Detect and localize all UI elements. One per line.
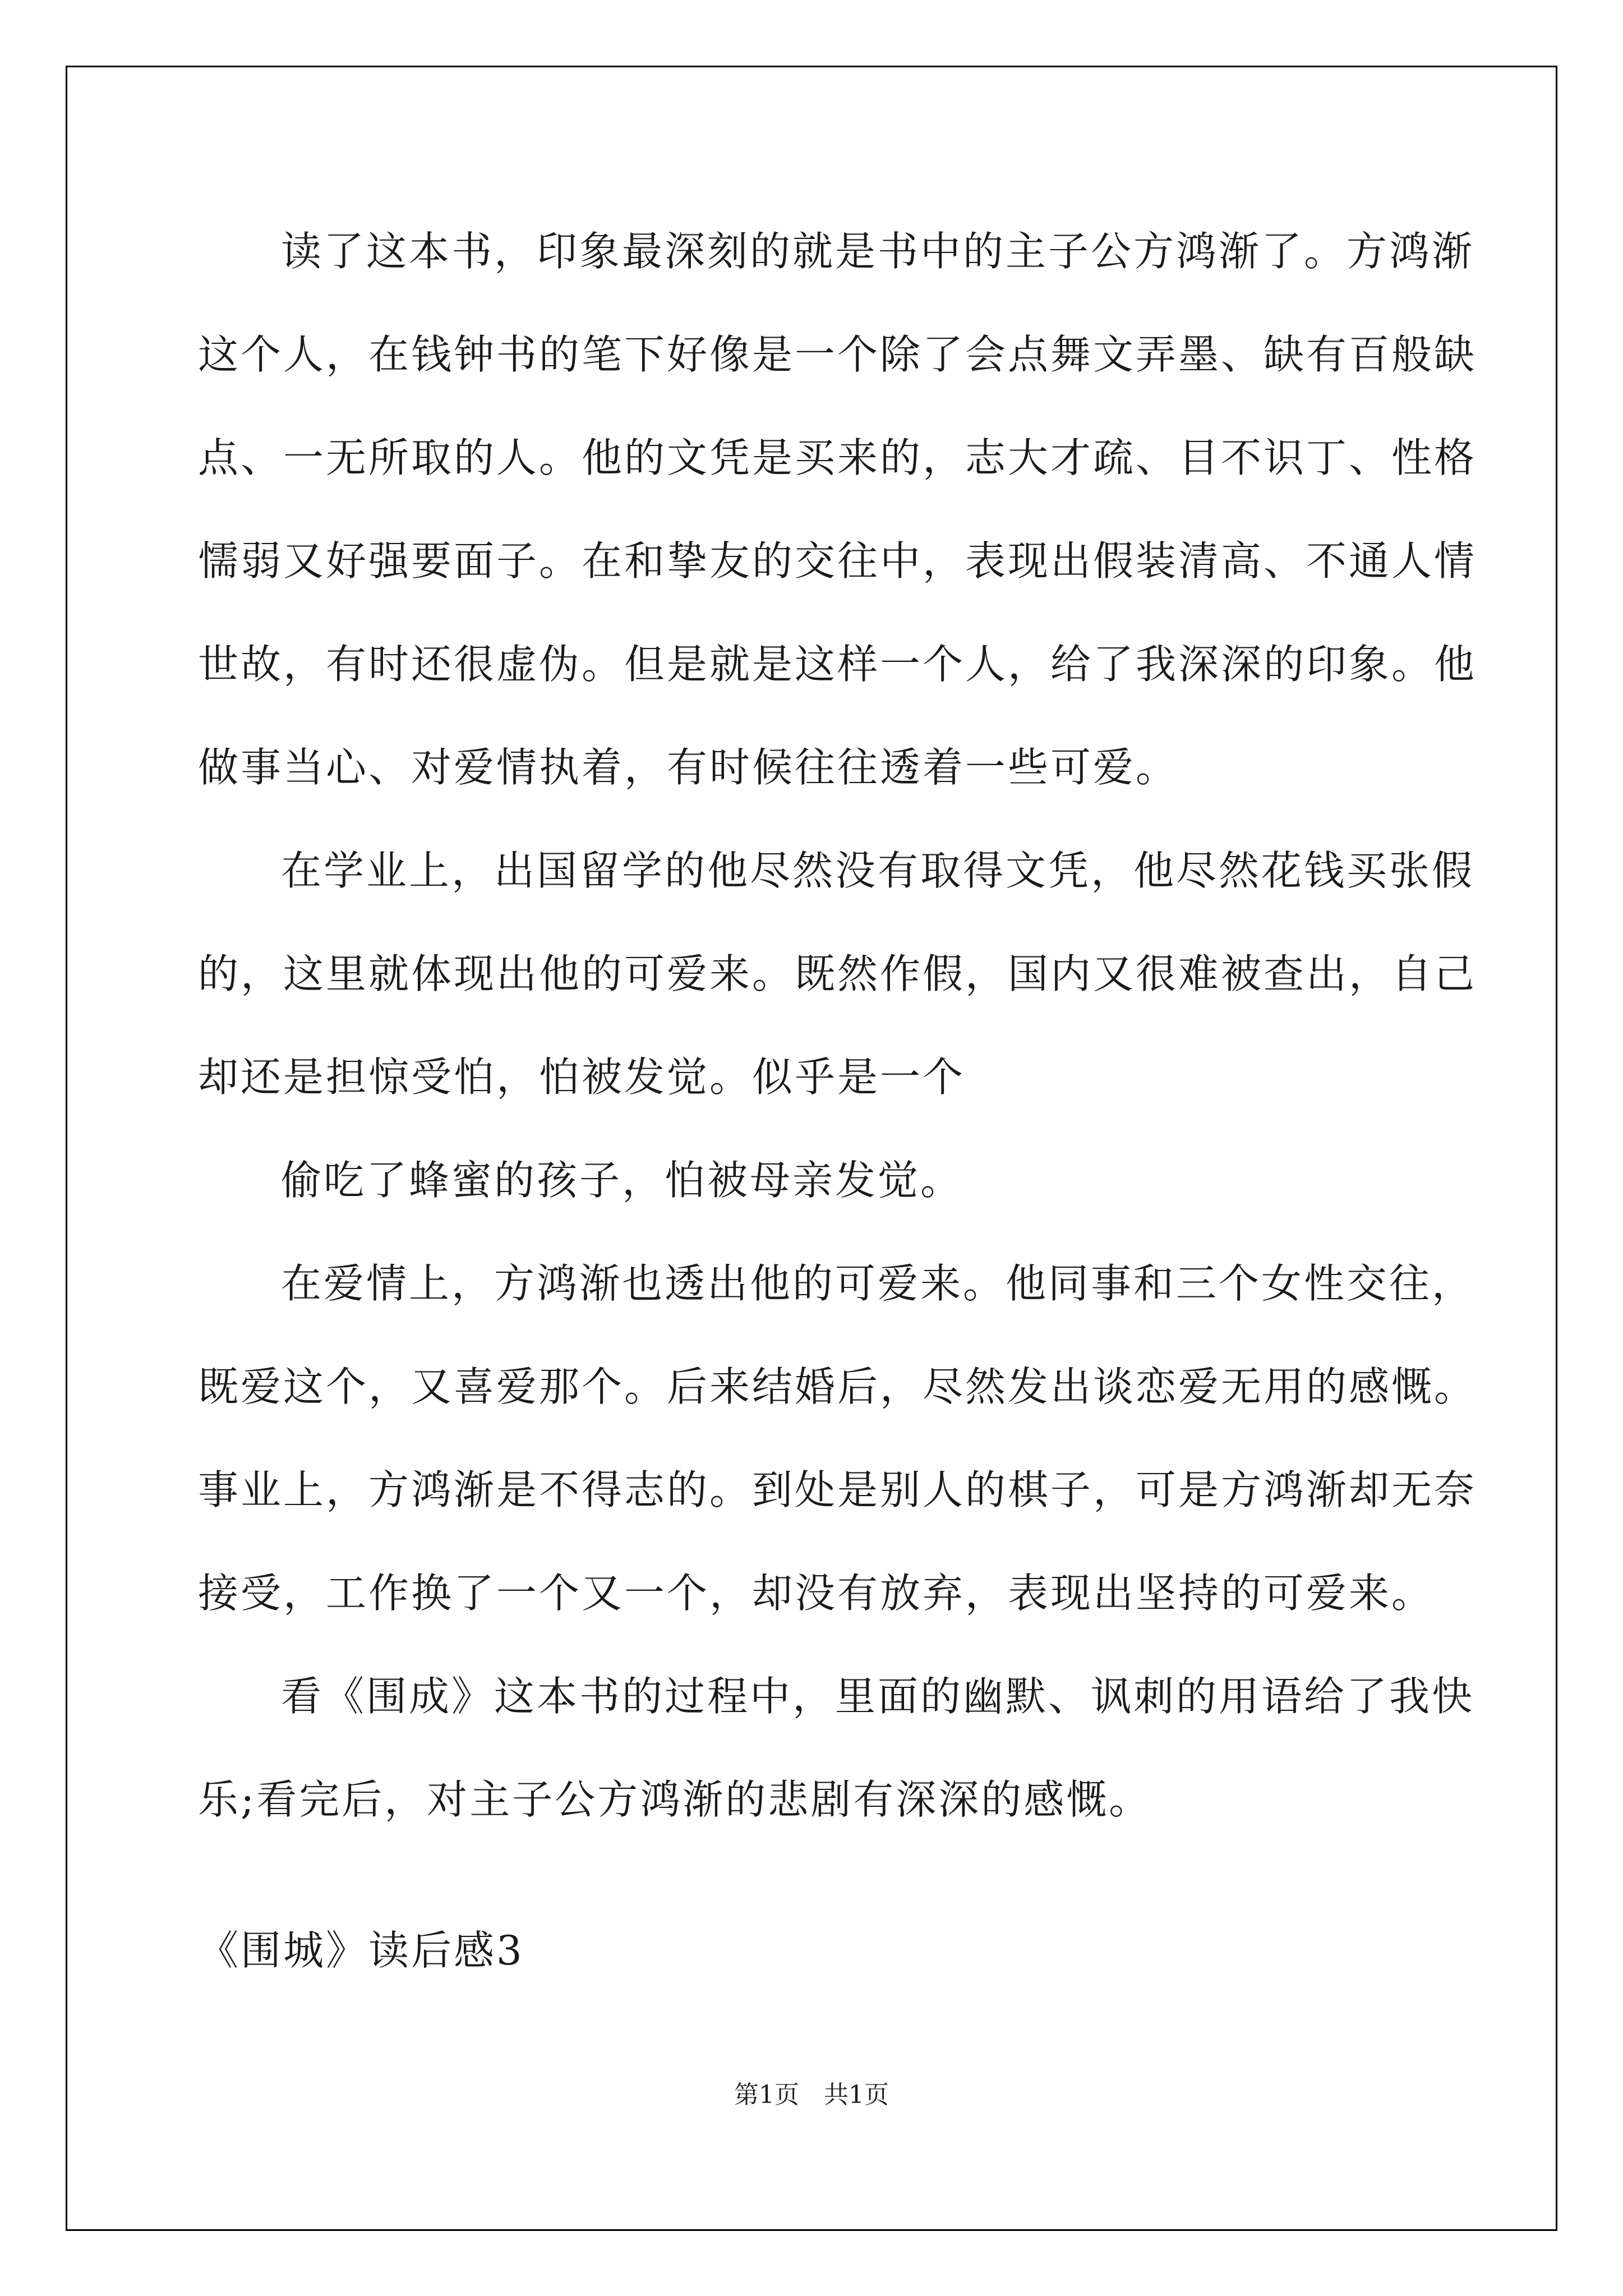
text-line: 在学业上，出国留学的他尽然没有取得文凭，他尽然花钱买张假 xyxy=(281,847,1475,894)
text-line: 这个人，在钱钟书的笔下好像是一个除了会点舞文弄墨、缺有百般缺 xyxy=(198,331,1477,378)
text-line: 做事当心、对爱情执着，有时候往往透着一些可爱。 xyxy=(198,744,1179,791)
text-line: 却还是担惊受怕，怕被发觉。似乎是一个 xyxy=(198,1053,966,1101)
text-line: 偷吃了蜂蜜的孩子，怕被母亲发觉。 xyxy=(281,1157,963,1204)
text-line: 懦弱又好强要面子。在和挚友的交往中，表现出假装清高、不通人情 xyxy=(198,537,1477,585)
text-line: 在爱情上，方鸿渐也透出他的可爱来。他同事和三个女性交往， xyxy=(281,1260,1475,1307)
text-line: 点、一无所取的人。他的文凭是买来的，志大才疏、目不识丁、性格 xyxy=(198,434,1477,481)
text-line: 既爱这个，又喜爱那个。后来结婚后，尽然发出谈恋爱无用的感慨。 xyxy=(198,1363,1477,1410)
section-heading: 《围城》读后感3 xyxy=(198,1927,524,1974)
page-footer: 第1页 共1页 xyxy=(734,2081,889,2109)
text-line: 乐;看完后，对主子公方鸿渐的悲剧有深深的感慨。 xyxy=(198,1776,1152,1823)
text-line: 接受，工作换了一个又一个，却没有放弃，表现出坚持的可爱来。 xyxy=(198,1570,1435,1617)
text-line: 事业上，方鸿渐是不得志的。到处是别人的棋子，可是方鸿渐却无奈 xyxy=(198,1466,1477,1513)
text-line: 世故，有时还很虚伪。但是就是这样一个人，给了我深深的印象。他 xyxy=(198,641,1477,688)
text-line: 看《围成》这本书的过程中，里面的幽默、讽刺的用语给了我快 xyxy=(281,1673,1475,1720)
text-line: 读了这本书，印象最深刻的就是书中的主子公方鸿渐了。方鸿渐 xyxy=(281,228,1475,275)
document-body xyxy=(198,200,1477,1851)
text-line: 的，这里就体现出他的可爱来。既然作假，国内又很难被查出，自己 xyxy=(198,950,1477,997)
